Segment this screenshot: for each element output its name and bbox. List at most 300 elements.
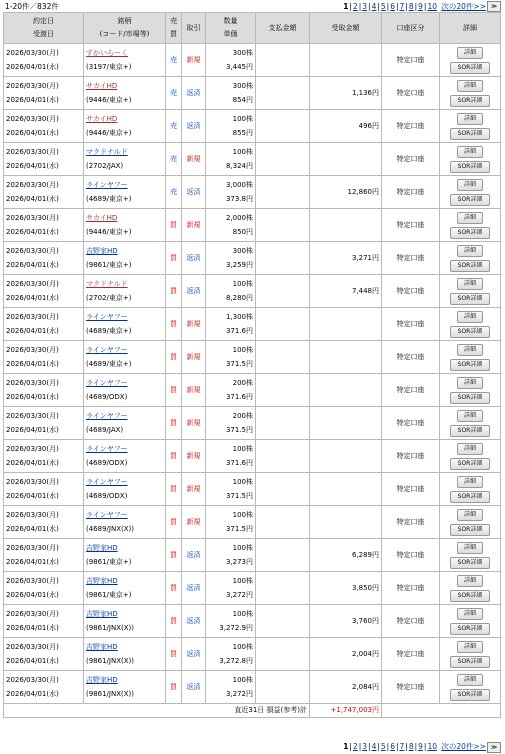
- footer-value: +1,747,003円: [310, 704, 382, 718]
- detail-button[interactable]: 詳細: [457, 344, 483, 356]
- pay-amount-cell: [256, 539, 310, 572]
- trade-type-cell: 新規: [182, 506, 206, 539]
- account-type-cell: 特定口座: [382, 176, 440, 209]
- side-cell: 買: [166, 407, 182, 440]
- security-cell: [84, 473, 166, 506]
- date-cell: 2026/03/30(月) 2026/04/01(水): [4, 308, 84, 341]
- side-cell: 買: [166, 374, 182, 407]
- security-code: (4689/東京+): [86, 360, 132, 368]
- trade-type-cell: 返済: [182, 242, 206, 275]
- sor-detail-button[interactable]: SOR詳細: [450, 689, 490, 701]
- side-cell: 買: [166, 341, 182, 374]
- detail-cell: [440, 440, 501, 473]
- pay-amount-cell: [256, 605, 310, 638]
- security-code: (9861/JNX(X)): [86, 657, 134, 665]
- security-link[interactable]: サカイHD: [86, 115, 118, 123]
- page-link-5[interactable]: 5: [380, 2, 386, 11]
- date-cell: 2026/03/30(月) 2026/04/01(水): [4, 671, 84, 704]
- detail-button[interactable]: 詳細: [457, 674, 483, 686]
- table-row: [4, 110, 501, 143]
- sor-detail-button[interactable]: SOR詳細: [450, 458, 490, 470]
- sor-detail-button[interactable]: SOR詳細: [450, 524, 490, 536]
- table-row: [4, 176, 501, 209]
- security-cell: [84, 506, 166, 539]
- security-link[interactable]: ラインヤフー: [86, 313, 128, 321]
- security-link[interactable]: ラインヤフー: [86, 478, 128, 486]
- recv-amount-cell: [310, 407, 382, 440]
- security-code: (2702/JAX): [86, 162, 124, 170]
- account-type-cell: 特定口座: [382, 143, 440, 176]
- side-cell: 買: [166, 506, 182, 539]
- recv-amount-cell: [310, 44, 382, 77]
- sor-detail-button[interactable]: SOR詳細: [450, 260, 490, 272]
- date-cell: 2026/03/30(月) 2026/04/01(水): [4, 209, 84, 242]
- recv-amount-cell: 6,289円: [310, 539, 382, 572]
- sor-detail-button[interactable]: SOR詳細: [450, 656, 490, 668]
- security-code: (9446/東京+): [86, 96, 132, 104]
- header-recv: 受取金額: [310, 13, 382, 44]
- table-row: [4, 506, 501, 539]
- trade-type-cell: 返済: [182, 605, 206, 638]
- recv-amount-cell: 3,271円: [310, 242, 382, 275]
- side-cell: 売: [166, 44, 182, 77]
- trade-type-cell: 新規: [182, 44, 206, 77]
- detail-button[interactable]: 詳細: [457, 410, 483, 422]
- date-cell: 2026/03/30(月) 2026/04/01(水): [4, 242, 84, 275]
- security-cell: [84, 440, 166, 473]
- security-cell: [84, 539, 166, 572]
- security-code: (4689/JAX): [86, 426, 124, 434]
- account-type-cell: 特定口座: [382, 44, 440, 77]
- sor-detail-button[interactable]: SOR詳細: [450, 128, 490, 140]
- security-link[interactable]: サカイHD: [86, 214, 118, 222]
- qty-price-cell: 1,300株 371.6円: [206, 308, 256, 341]
- header-name: 銘柄 (コード/市場等): [84, 13, 166, 44]
- header-qty: 数量 単価: [206, 13, 256, 44]
- recv-amount-cell: 1,136円: [310, 77, 382, 110]
- qty-price-cell: 2,000株 850円: [206, 209, 256, 242]
- table-row: [4, 671, 501, 704]
- page-link-5[interactable]: 5: [380, 742, 386, 751]
- qty-price-cell: 300株 854円: [206, 77, 256, 110]
- pay-amount-cell: [256, 308, 310, 341]
- detail-cell: [440, 176, 501, 209]
- recv-amount-cell: [310, 308, 382, 341]
- pay-amount-cell: [256, 473, 310, 506]
- security-link[interactable]: マクドナルド: [86, 280, 128, 288]
- sor-detail-button[interactable]: SOR詳細: [450, 161, 490, 173]
- sor-detail-button[interactable]: SOR詳細: [450, 359, 490, 371]
- side-cell: 買: [166, 605, 182, 638]
- detail-button[interactable]: 詳細: [457, 47, 483, 59]
- detail-button[interactable]: 詳細: [457, 509, 483, 521]
- side-cell: 売: [166, 143, 182, 176]
- sor-detail-button[interactable]: SOR詳細: [450, 425, 490, 437]
- pay-amount-cell: [256, 638, 310, 671]
- trade-type-cell: 返済: [182, 77, 206, 110]
- account-type-cell: 特定口座: [382, 473, 440, 506]
- date-cell: 2026/03/30(月) 2026/04/01(水): [4, 275, 84, 308]
- date-cell: 2026/03/30(月) 2026/04/01(水): [4, 473, 84, 506]
- security-cell: [84, 671, 166, 704]
- next-20-link[interactable]: 次の20件>>: [441, 2, 486, 11]
- qty-price-cell: 100株 3,272.9円: [206, 605, 256, 638]
- trade-type-cell: 新規: [182, 341, 206, 374]
- side-cell: 売: [166, 176, 182, 209]
- recv-amount-cell: 496円: [310, 110, 382, 143]
- pay-amount-cell: [256, 209, 310, 242]
- detail-button[interactable]: 詳細: [457, 641, 483, 653]
- detail-button[interactable]: 詳細: [457, 212, 483, 224]
- page-link-6[interactable]: 6: [390, 2, 395, 11]
- trade-type-cell: 新規: [182, 209, 206, 242]
- recv-amount-cell: 3,760円: [310, 605, 382, 638]
- recv-amount-cell: 2,004円: [310, 638, 382, 671]
- qty-price-cell: 100株 8,324円: [206, 143, 256, 176]
- table-row: [4, 209, 501, 242]
- recv-amount-cell: [310, 506, 382, 539]
- sor-detail-button[interactable]: SOR詳細: [450, 326, 490, 338]
- page-link-4[interactable]: 4: [371, 742, 377, 751]
- account-type-cell: 特定口座: [382, 374, 440, 407]
- security-code: (9861/東京+): [86, 558, 132, 566]
- qty-price-cell: 100株 3,273円: [206, 539, 256, 572]
- sor-detail-button[interactable]: SOR詳細: [450, 194, 490, 206]
- security-cell: [84, 275, 166, 308]
- page-link-7[interactable]: 7: [399, 742, 405, 751]
- page-link-7[interactable]: 7: [399, 2, 405, 11]
- table-row: [4, 77, 501, 110]
- trade-type-cell: 返済: [182, 572, 206, 605]
- trade-type-cell: 新規: [182, 440, 206, 473]
- trade-type-cell: 返済: [182, 110, 206, 143]
- security-cell: [84, 341, 166, 374]
- recv-amount-cell: [310, 209, 382, 242]
- pager-bottom: 1|2|3|4|5|6|7|8|9|10 次の20件>>: [343, 742, 486, 751]
- security-code: (4689/東京+): [86, 327, 132, 335]
- sor-detail-button[interactable]: SOR詳細: [450, 392, 490, 404]
- recv-amount-cell: [310, 473, 382, 506]
- pay-amount-cell: [256, 440, 310, 473]
- page-link-4[interactable]: 4: [371, 2, 377, 11]
- security-code: (4689/ODX): [86, 393, 128, 401]
- side-cell: 売: [166, 110, 182, 143]
- table-row: [4, 44, 501, 77]
- qty-price-cell: 100株 3,272.8円: [206, 638, 256, 671]
- security-cell: [84, 605, 166, 638]
- detail-button[interactable]: 詳細: [457, 179, 483, 191]
- detail-cell: [440, 506, 501, 539]
- detail-cell: [440, 143, 501, 176]
- sor-detail-button[interactable]: SOR詳細: [450, 590, 490, 602]
- security-cell: [84, 242, 166, 275]
- security-code: (4689/東京+): [86, 195, 132, 203]
- security-code: (4689/JNX(X)): [86, 525, 134, 533]
- side-cell: 買: [166, 440, 182, 473]
- pay-amount-cell: [256, 110, 310, 143]
- security-cell: [84, 143, 166, 176]
- sor-detail-button[interactable]: SOR詳細: [450, 623, 490, 635]
- detail-cell: [440, 275, 501, 308]
- account-type-cell: 特定口座: [382, 308, 440, 341]
- qty-price-cell: 3,000株 373.8円: [206, 176, 256, 209]
- detail-button[interactable]: 詳細: [457, 476, 483, 488]
- detail-button[interactable]: 詳細: [457, 146, 483, 158]
- date-cell: 2026/03/30(月) 2026/04/01(水): [4, 374, 84, 407]
- pay-amount-cell: [256, 176, 310, 209]
- security-link[interactable]: ラインヤフー: [86, 445, 128, 453]
- account-type-cell: 特定口座: [382, 77, 440, 110]
- page-link-10[interactable]: 10: [427, 742, 437, 751]
- qty-price-cell: 300株 3,445円: [206, 44, 256, 77]
- table-row: [4, 539, 501, 572]
- page-link-10[interactable]: 10: [427, 2, 437, 11]
- sor-detail-button[interactable]: SOR詳細: [450, 227, 490, 239]
- next-page-icon-bottom[interactable]: ≫: [487, 742, 501, 753]
- side-cell: 買: [166, 638, 182, 671]
- date-cell: 2026/03/30(月) 2026/04/01(水): [4, 143, 84, 176]
- sor-detail-button[interactable]: SOR詳細: [450, 491, 490, 503]
- security-cell: [84, 209, 166, 242]
- trade-type-cell: 返済: [182, 638, 206, 671]
- trade-type-cell: 新規: [182, 143, 206, 176]
- pay-amount-cell: [256, 44, 310, 77]
- side-cell: 買: [166, 572, 182, 605]
- qty-price-cell: 100株 371.5円: [206, 341, 256, 374]
- qty-price-cell: 100株 8,280円: [206, 275, 256, 308]
- security-cell: [84, 374, 166, 407]
- date-cell: 2026/03/30(月) 2026/04/01(水): [4, 110, 84, 143]
- side-cell: 買: [166, 671, 182, 704]
- account-type-cell: 特定口座: [382, 407, 440, 440]
- table-row: [4, 341, 501, 374]
- security-link[interactable]: ラインヤフー: [86, 181, 128, 189]
- security-cell: [84, 407, 166, 440]
- recv-amount-cell: [310, 341, 382, 374]
- account-type-cell: 特定口座: [382, 638, 440, 671]
- recv-amount-cell: [310, 374, 382, 407]
- side-cell: 買: [166, 539, 182, 572]
- detail-cell: [440, 308, 501, 341]
- pay-amount-cell: [256, 407, 310, 440]
- security-link[interactable]: ラインヤフー: [86, 412, 128, 420]
- detail-button[interactable]: 詳細: [457, 278, 483, 290]
- next-page-icon[interactable]: ≫: [487, 1, 501, 12]
- security-cell: [84, 44, 166, 77]
- sor-detail-button[interactable]: SOR詳細: [450, 95, 490, 107]
- table-row: [4, 374, 501, 407]
- pay-amount-cell: [256, 506, 310, 539]
- security-link[interactable]: マクドナルド: [86, 148, 128, 156]
- trade-type-cell: 返済: [182, 539, 206, 572]
- security-link[interactable]: 吉野家HD: [86, 610, 118, 618]
- header-detail: 詳細: [440, 13, 501, 44]
- table-row: [4, 143, 501, 176]
- security-code: (9446/東京+): [86, 228, 132, 236]
- qty-price-cell: 100株 3,272円: [206, 671, 256, 704]
- security-code: (3197/東京+): [86, 63, 132, 71]
- page-link-2[interactable]: 2: [352, 742, 358, 751]
- qty-price-cell: 100株 371.5円: [206, 506, 256, 539]
- security-code: (9861/JNX(X)): [86, 690, 134, 698]
- page-link-3[interactable]: 3: [362, 742, 368, 751]
- account-type-cell: 特定口座: [382, 605, 440, 638]
- page-link-8[interactable]: 8: [408, 2, 414, 11]
- security-cell: [84, 110, 166, 143]
- security-code: (9861/東京+): [86, 591, 132, 599]
- detail-button[interactable]: 詳細: [457, 377, 483, 389]
- detail-cell: [440, 638, 501, 671]
- pay-amount-cell: [256, 671, 310, 704]
- security-link[interactable]: 吉野家HD: [86, 676, 118, 684]
- side-cell: 買: [166, 473, 182, 506]
- security-cell: [84, 77, 166, 110]
- header-pay: 支払金額: [256, 13, 310, 44]
- page-link-2[interactable]: 2: [352, 2, 358, 11]
- detail-button[interactable]: 詳細: [457, 608, 483, 620]
- date-cell: 2026/03/30(月) 2026/04/01(水): [4, 77, 84, 110]
- table-row: [4, 275, 501, 308]
- date-cell: 2026/03/30(月) 2026/04/01(水): [4, 572, 84, 605]
- trade-type-cell: 新規: [182, 374, 206, 407]
- page-link-9[interactable]: 9: [418, 742, 423, 751]
- pay-amount-cell: [256, 341, 310, 374]
- page-link-6[interactable]: 6: [390, 742, 395, 751]
- security-code: (9861/東京+): [86, 261, 132, 269]
- table-row: [4, 308, 501, 341]
- table-row: [4, 242, 501, 275]
- date-cell: 2026/03/30(月) 2026/04/01(水): [4, 605, 84, 638]
- table-row: [4, 473, 501, 506]
- table-row: [4, 440, 501, 473]
- page-link-3[interactable]: 3: [362, 2, 368, 11]
- date-cell: 2026/03/30(月) 2026/04/01(水): [4, 638, 84, 671]
- date-cell: 2026/03/30(月) 2026/04/01(水): [4, 407, 84, 440]
- top-bar: [0, 0, 505, 12]
- header-date: 約定日 受渡日: [4, 13, 84, 44]
- detail-cell: [440, 473, 501, 506]
- qty-price-cell: 200株 371.6円: [206, 374, 256, 407]
- table-row: [4, 407, 501, 440]
- detail-button[interactable]: 詳細: [457, 245, 483, 257]
- recv-amount-cell: 2,084円: [310, 671, 382, 704]
- detail-cell: [440, 209, 501, 242]
- date-cell: 2026/03/30(月) 2026/04/01(水): [4, 341, 84, 374]
- result-count: 1-20件／832件: [5, 2, 59, 11]
- next-20-link[interactable]: 次の20件>>: [441, 742, 486, 751]
- security-code: (4689/ODX): [86, 492, 128, 500]
- trade-type-cell: 返済: [182, 275, 206, 308]
- account-type-cell: 特定口座: [382, 506, 440, 539]
- security-link[interactable]: すかいらーく: [86, 49, 128, 57]
- side-cell: 売: [166, 77, 182, 110]
- security-link[interactable]: ラインヤフー: [86, 346, 128, 354]
- footer-label: 直近31日 損益(参考)計: [4, 704, 310, 718]
- detail-cell: [440, 572, 501, 605]
- detail-button[interactable]: 詳細: [457, 113, 483, 125]
- security-link[interactable]: 吉野家HD: [86, 247, 118, 255]
- header-acct: 口座区分: [382, 13, 440, 44]
- recv-amount-cell: 3,850円: [310, 572, 382, 605]
- table-row: [4, 572, 501, 605]
- date-cell: 2026/03/30(月) 2026/04/01(水): [4, 44, 84, 77]
- account-type-cell: 特定口座: [382, 209, 440, 242]
- table-header-row: [4, 13, 501, 44]
- security-link[interactable]: 吉野家HD: [86, 577, 118, 585]
- recv-amount-cell: 7,448円: [310, 275, 382, 308]
- header-type: 取引: [182, 13, 206, 44]
- trade-type-cell: 返済: [182, 671, 206, 704]
- recv-amount-cell: [310, 143, 382, 176]
- trade-type-cell: 新規: [182, 473, 206, 506]
- account-type-cell: 特定口座: [382, 539, 440, 572]
- page-link-1[interactable]: 1: [343, 2, 349, 11]
- sor-detail-button[interactable]: SOR詳細: [450, 62, 490, 74]
- security-link[interactable]: 吉野家HD: [86, 544, 118, 552]
- detail-cell: [440, 671, 501, 704]
- security-link[interactable]: ラインヤフー: [86, 379, 128, 387]
- detail-button[interactable]: 詳細: [457, 80, 483, 92]
- page-link-1[interactable]: 1: [343, 742, 349, 751]
- detail-button[interactable]: 詳細: [457, 575, 483, 587]
- page-link-8[interactable]: 8: [408, 742, 414, 751]
- qty-price-cell: 100株 855円: [206, 110, 256, 143]
- qty-price-cell: 100株 371.5円: [206, 473, 256, 506]
- sor-detail-button[interactable]: SOR詳細: [450, 557, 490, 569]
- detail-button[interactable]: 詳細: [457, 311, 483, 323]
- detail-cell: [440, 539, 501, 572]
- detail-cell: [440, 44, 501, 77]
- security-link[interactable]: ラインヤフー: [86, 511, 128, 519]
- recv-amount-cell: [310, 440, 382, 473]
- security-code: (9446/東京+): [86, 129, 132, 137]
- pay-amount-cell: [256, 374, 310, 407]
- account-type-cell: 特定口座: [382, 671, 440, 704]
- security-cell: [84, 176, 166, 209]
- pay-amount-cell: [256, 242, 310, 275]
- security-link[interactable]: サカイHD: [86, 82, 118, 90]
- table-row: [4, 605, 501, 638]
- qty-price-cell: 100株 3,272円: [206, 572, 256, 605]
- detail-cell: [440, 341, 501, 374]
- security-cell: [84, 308, 166, 341]
- security-link[interactable]: 吉野家HD: [86, 643, 118, 651]
- side-cell: 買: [166, 308, 182, 341]
- detail-cell: [440, 605, 501, 638]
- side-cell: 買: [166, 242, 182, 275]
- security-cell: [84, 572, 166, 605]
- account-type-cell: 特定口座: [382, 440, 440, 473]
- date-cell: 2026/03/30(月) 2026/04/01(水): [4, 176, 84, 209]
- page-link-9[interactable]: 9: [418, 2, 423, 11]
- side-cell: 買: [166, 209, 182, 242]
- pay-amount-cell: [256, 275, 310, 308]
- pay-amount-cell: [256, 143, 310, 176]
- detail-cell: [440, 110, 501, 143]
- security-code: (4689/ODX): [86, 459, 128, 467]
- security-code: (9861/JNX(X)): [86, 624, 134, 632]
- sor-detail-button[interactable]: SOR詳細: [450, 293, 490, 305]
- detail-button[interactable]: 詳細: [457, 443, 483, 455]
- qty-price-cell: 100株 371.6円: [206, 440, 256, 473]
- detail-cell: [440, 242, 501, 275]
- trade-history-table: [3, 12, 501, 718]
- detail-cell: [440, 374, 501, 407]
- table-row: [4, 638, 501, 671]
- detail-button[interactable]: 詳細: [457, 542, 483, 554]
- account-type-cell: 特定口座: [382, 242, 440, 275]
- pager-top: 1|2|3|4|5|6|7|8|9|10 次の20件>>: [343, 2, 486, 11]
